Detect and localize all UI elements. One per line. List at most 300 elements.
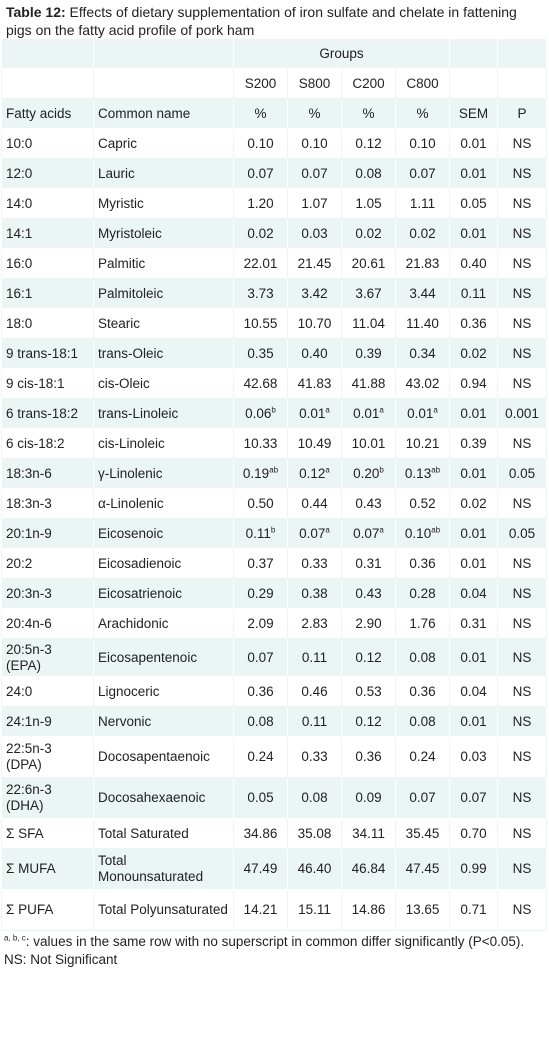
p-value-cell: NS	[498, 609, 547, 639]
value-text: 3.42	[301, 285, 328, 301]
value-text: 0.44	[301, 495, 328, 511]
value-text: 0.02	[247, 225, 274, 241]
value-cell	[234, 399, 288, 429]
value-text: 0.36	[409, 683, 436, 699]
sem-cell: 0.40	[450, 249, 498, 279]
p-value-cell: NS	[498, 189, 547, 219]
value-cell	[288, 549, 342, 579]
value-text: 34.86	[243, 825, 278, 841]
value-cell	[396, 309, 450, 339]
value-cell	[396, 159, 450, 189]
value-cell	[396, 737, 450, 778]
value-text: 0.10	[301, 135, 328, 151]
table-row	[2, 369, 547, 399]
fatty-acid-cell: 9 trans-18:1	[2, 339, 94, 369]
value-cell	[396, 819, 450, 849]
value-text: 0.34	[409, 345, 436, 361]
p-value-cell: NS	[498, 819, 547, 849]
value-cell	[342, 459, 396, 489]
common-name-cell: α-Linolenic	[94, 489, 234, 519]
value-cell	[396, 189, 450, 219]
fatty-acid-cell: 6 cis-18:2	[2, 429, 94, 459]
common-name-cell: Eicosadienoic	[94, 549, 234, 579]
value-text: 0.40	[301, 345, 328, 361]
header-row-group-names	[2, 69, 547, 99]
sem-cell: 0.05	[450, 189, 498, 219]
value-cell	[342, 677, 396, 707]
value-text: 0.07	[409, 165, 436, 181]
table-row	[2, 579, 547, 609]
value-text: 0.10	[404, 525, 432, 541]
value-cell	[342, 609, 396, 639]
value-text: 0.36	[247, 683, 274, 699]
fatty-acid-cell: Σ MUFA	[2, 849, 94, 890]
value-cell	[288, 890, 342, 931]
fatty-acid-cell: 22:6n-3 (DHA)	[2, 778, 94, 819]
p-value-cell: NS	[498, 778, 547, 819]
superscript-letters: a, b, c	[4, 933, 26, 943]
value-cell	[234, 219, 288, 249]
value-text: 41.83	[297, 375, 332, 391]
value-text: 0.11	[301, 713, 328, 729]
p-value-cell: NS	[498, 429, 547, 459]
unit-s200: %	[234, 99, 288, 129]
common-name-cell: Lauric	[94, 159, 234, 189]
p-value-cell: NS	[498, 579, 547, 609]
value-text: 20.61	[351, 255, 386, 271]
value-text: 0.06	[245, 405, 272, 421]
table-row	[2, 639, 547, 677]
value-text: 3.67	[355, 285, 382, 301]
table-caption	[0, 0, 549, 38]
value-cell	[342, 639, 396, 677]
table-row	[2, 219, 547, 249]
value-cell	[396, 219, 450, 249]
sem-cell: 0.36	[450, 309, 498, 339]
value-text: 46.84	[351, 861, 386, 876]
value-text: 10.33	[243, 435, 278, 451]
value-text: 0.24	[247, 749, 274, 764]
p-value-cell: NS	[498, 890, 547, 931]
p-value-cell: NS	[498, 707, 547, 737]
value-cell	[234, 279, 288, 309]
significance-superscript: ab	[269, 465, 279, 474]
value-text: 14.21	[243, 902, 278, 917]
value-text: 21.83	[405, 255, 440, 271]
fatty-acid-cell: 18:3n-3	[2, 489, 94, 519]
sem-cell: 0.94	[450, 369, 498, 399]
fatty-acid-cell: 24:1n-9	[2, 707, 94, 737]
caption-label: Table 12:	[6, 4, 66, 20]
header-row-groups	[2, 39, 547, 69]
fatty-acid-cell: 20:2	[2, 549, 94, 579]
value-cell	[342, 849, 396, 890]
value-cell	[342, 249, 396, 279]
common-name-cell: Eicosenoic	[94, 519, 234, 549]
value-cell	[396, 890, 450, 931]
value-cell	[342, 890, 396, 931]
table-row	[2, 429, 547, 459]
value-cell	[288, 309, 342, 339]
value-cell	[288, 399, 342, 429]
value-cell	[234, 639, 288, 677]
unit-s800: %	[288, 99, 342, 129]
value-cell	[288, 459, 342, 489]
sem-cell: 0.71	[450, 890, 498, 931]
sem-cell: 0.01	[450, 519, 498, 549]
fatty-acid-cell: 20:5n-3 (EPA)	[2, 639, 94, 677]
fatty-acid-cell: 20:3n-3	[2, 579, 94, 609]
significance-superscript: ab	[431, 525, 441, 534]
value-text: 1.07	[301, 195, 328, 211]
sem-cell: 0.01	[450, 129, 498, 159]
value-text: 21.45	[297, 255, 332, 271]
fatty-acid-cell: 16:1	[2, 279, 94, 309]
value-text: 0.12	[299, 465, 326, 481]
value-cell	[396, 849, 450, 890]
value-cell	[234, 189, 288, 219]
value-text: 0.39	[355, 345, 382, 361]
col-header-fatty-acids: Fatty acids	[2, 99, 94, 129]
value-text: 42.68	[243, 375, 278, 391]
groups-header: Groups	[234, 39, 450, 69]
value-text: 0.33	[301, 749, 328, 764]
p-value-cell: NS	[498, 279, 547, 309]
value-text: 0.07	[353, 525, 380, 541]
value-cell	[288, 609, 342, 639]
table-row	[2, 249, 547, 279]
value-cell	[234, 819, 288, 849]
value-text: 35.08	[297, 825, 332, 841]
col-header-common-name: Common name	[94, 99, 234, 129]
value-cell	[396, 707, 450, 737]
value-cell	[342, 579, 396, 609]
value-cell	[288, 707, 342, 737]
unit-c200: %	[342, 99, 396, 129]
value-text: 0.19	[242, 465, 270, 481]
value-cell	[288, 429, 342, 459]
fatty-acid-cell: 20:1n-9	[2, 519, 94, 549]
value-text: 0.50	[247, 495, 274, 511]
fatty-acid-cell: 10:0	[2, 129, 94, 159]
common-name-cell: Palmitic	[94, 249, 234, 279]
value-cell	[396, 549, 450, 579]
value-text: 0.10	[409, 135, 436, 151]
sem-cell: 0.02	[450, 489, 498, 519]
p-value-cell: NS	[498, 849, 547, 890]
p-value-cell: NS	[498, 249, 547, 279]
value-cell	[288, 129, 342, 159]
value-text: 0.07	[247, 165, 274, 181]
common-name-cell: γ-Linolenic	[94, 459, 234, 489]
value-cell	[396, 778, 450, 819]
common-name-cell: Nervonic	[94, 707, 234, 737]
value-cell	[234, 778, 288, 819]
p-value-cell: 0.001	[498, 399, 547, 429]
common-name-cell: cis-Linoleic	[94, 429, 234, 459]
value-cell	[234, 890, 288, 931]
sem-cell: 0.70	[450, 819, 498, 849]
value-text: 11.04	[352, 315, 385, 331]
value-text: 0.07	[299, 525, 326, 541]
value-text: 0.35	[247, 345, 274, 361]
common-name-cell: Stearic	[94, 309, 234, 339]
value-cell	[234, 339, 288, 369]
caption-text: Effects of dietary supplementation of iron sulfate and chelate in fattening pigs on the fatty acid profile of pork ham	[6, 4, 517, 38]
value-text: 0.12	[355, 713, 382, 729]
value-text: 0.02	[409, 225, 436, 241]
fatty-acid-cell: 20:4n-6	[2, 609, 94, 639]
value-cell	[234, 519, 288, 549]
value-cell	[234, 579, 288, 609]
significance-superscript: a	[325, 405, 330, 414]
value-text: 0.12	[355, 135, 382, 151]
value-cell	[342, 219, 396, 249]
fatty-acid-cell: Σ SFA	[2, 819, 94, 849]
value-cell	[288, 219, 342, 249]
common-name-cell: Docosahexaenoic	[94, 778, 234, 819]
value-cell	[234, 849, 288, 890]
table-row	[2, 339, 547, 369]
p-value-cell: NS	[498, 737, 547, 778]
table-row	[2, 129, 547, 159]
value-cell	[396, 459, 450, 489]
table-row	[2, 609, 547, 639]
value-text: 10.49	[297, 435, 332, 451]
header-row-columns	[2, 99, 547, 129]
unit-c800: %	[396, 99, 450, 129]
value-text: 0.37	[247, 555, 274, 571]
value-text: 0.08	[409, 713, 436, 729]
group-name-s800: S800	[288, 69, 342, 99]
p-value-cell: NS	[498, 129, 547, 159]
table-row	[2, 677, 547, 707]
value-cell	[342, 489, 396, 519]
value-cell	[288, 369, 342, 399]
common-name-cell: Total Saturated	[94, 819, 234, 849]
value-cell	[234, 549, 288, 579]
value-cell	[396, 677, 450, 707]
fatty-acid-cell: 18:0	[2, 309, 94, 339]
fatty-acid-cell: 18:3n-6	[2, 459, 94, 489]
table-row	[2, 778, 547, 819]
value-text: 0.13	[404, 465, 432, 481]
sem-cell: 0.01	[450, 459, 498, 489]
value-cell	[234, 677, 288, 707]
table-row	[2, 890, 547, 931]
fatty-acid-cell: 14:1	[2, 219, 94, 249]
common-name-cell: Total Monounsaturated	[94, 849, 234, 890]
value-text: 10.21	[405, 435, 440, 451]
value-cell	[342, 159, 396, 189]
value-text: 0.11	[301, 649, 328, 665]
value-text: 0.03	[301, 225, 328, 241]
sem-cell: 0.39	[450, 429, 498, 459]
value-cell	[342, 189, 396, 219]
p-value-cell: NS	[498, 639, 547, 677]
value-cell	[342, 519, 396, 549]
value-cell	[288, 819, 342, 849]
sem-cell: 0.02	[450, 339, 498, 369]
value-cell	[234, 609, 288, 639]
col-header-p: P	[498, 99, 547, 129]
value-text: 0.38	[301, 585, 328, 601]
value-text: 11.40	[406, 315, 439, 331]
value-cell	[342, 399, 396, 429]
p-value-cell: 0.05	[498, 459, 547, 489]
value-text: 1.20	[247, 195, 274, 211]
value-cell	[234, 309, 288, 339]
common-name-cell: Arachidonic	[94, 609, 234, 639]
value-text: 0.29	[247, 585, 274, 601]
value-text: 43.02	[405, 375, 440, 391]
value-text: 10.01	[351, 435, 386, 451]
value-text: 0.20	[353, 465, 380, 481]
group-name-c200: C200	[342, 69, 396, 99]
value-cell	[288, 579, 342, 609]
value-cell	[234, 129, 288, 159]
value-text: 0.01	[353, 405, 380, 421]
sem-cell: 0.01	[450, 549, 498, 579]
value-text: 10.70	[297, 315, 332, 331]
value-cell	[396, 639, 450, 677]
value-text: 0.08	[301, 790, 328, 805]
value-text: 2.90	[355, 615, 382, 631]
value-text: 0.12	[355, 649, 382, 665]
table-row	[2, 309, 547, 339]
value-text: 0.09	[355, 790, 382, 805]
value-cell	[396, 519, 450, 549]
value-text: 0.31	[355, 555, 382, 571]
fatty-acid-cell: 6 trans-18:2	[2, 399, 94, 429]
value-cell	[288, 519, 342, 549]
value-text: 0.08	[355, 165, 382, 181]
value-cell	[234, 429, 288, 459]
sem-cell: 0.03	[450, 737, 498, 778]
p-value-cell: NS	[498, 159, 547, 189]
value-cell	[396, 579, 450, 609]
value-cell	[288, 339, 342, 369]
sem-cell: 0.99	[450, 849, 498, 890]
group-name-c800: C800	[396, 69, 450, 99]
value-text: 1.11	[409, 195, 436, 211]
table-row	[2, 519, 547, 549]
value-text: 0.52	[409, 495, 436, 511]
value-text: 0.53	[355, 683, 382, 699]
value-cell	[234, 489, 288, 519]
value-text: 2.09	[247, 615, 274, 631]
sem-cell: 0.07	[450, 778, 498, 819]
group-name-s200: S200	[234, 69, 288, 99]
value-cell	[396, 609, 450, 639]
significance-superscript: b	[379, 465, 384, 474]
table-row	[2, 159, 547, 189]
value-cell	[234, 369, 288, 399]
value-cell	[396, 489, 450, 519]
value-text: 0.07	[247, 649, 274, 665]
p-value-cell: NS	[498, 549, 547, 579]
value-text: 0.07	[409, 790, 436, 805]
value-cell	[396, 339, 450, 369]
significance-superscript: a	[379, 525, 384, 534]
value-cell	[396, 279, 450, 309]
value-cell	[396, 129, 450, 159]
value-text: 46.40	[297, 861, 332, 876]
value-cell	[288, 737, 342, 778]
common-name-cell: Capric	[94, 129, 234, 159]
value-cell	[288, 249, 342, 279]
value-text: 0.46	[301, 683, 328, 699]
ns-footnote: NS: Not Significant	[4, 952, 118, 967]
sem-cell: 0.01	[450, 219, 498, 249]
table-row	[2, 549, 547, 579]
table-row	[2, 707, 547, 737]
value-text: 0.36	[409, 555, 436, 571]
common-name-cell: Eicosapentenoic	[94, 639, 234, 677]
value-text: 0.02	[355, 225, 382, 241]
p-value-cell: NS	[498, 339, 547, 369]
p-value-cell: NS	[498, 309, 547, 339]
value-cell	[396, 429, 450, 459]
sem-cell: 0.01	[450, 399, 498, 429]
value-text: 0.43	[355, 585, 382, 601]
p-value-cell: NS	[498, 369, 547, 399]
value-text: 3.44	[409, 285, 436, 301]
value-text: 0.10	[247, 135, 274, 151]
value-text: 47.45	[405, 861, 440, 876]
value-cell	[234, 159, 288, 189]
value-cell	[342, 339, 396, 369]
common-name-cell: trans-Oleic	[94, 339, 234, 369]
fatty-acid-cell: 22:5n-3 (DPA)	[2, 737, 94, 778]
value-cell	[342, 129, 396, 159]
common-name-cell: Docosapentaenoic	[94, 737, 234, 778]
value-cell	[288, 849, 342, 890]
p-value-cell: NS	[498, 677, 547, 707]
table-row	[2, 489, 547, 519]
value-cell	[342, 279, 396, 309]
fatty-acid-cell: 24:0	[2, 677, 94, 707]
value-cell	[396, 399, 450, 429]
fatty-acid-cell: 14:0	[2, 189, 94, 219]
common-name-cell: cis-Oleic	[94, 369, 234, 399]
common-name-cell: Lignoceric	[94, 677, 234, 707]
value-cell	[288, 639, 342, 677]
value-cell	[342, 778, 396, 819]
fatty-acid-cell: Σ PUFA	[2, 890, 94, 931]
value-text: 1.76	[409, 615, 436, 631]
table-row	[2, 399, 547, 429]
significance-superscript: a	[433, 405, 438, 414]
value-cell	[288, 189, 342, 219]
value-cell	[288, 279, 342, 309]
value-cell	[234, 707, 288, 737]
value-cell	[342, 707, 396, 737]
value-text: 0.24	[409, 749, 436, 764]
value-cell	[342, 737, 396, 778]
p-value-cell: NS	[498, 489, 547, 519]
significance-superscript: b	[270, 525, 276, 534]
fatty-acid-cell: 9 cis-18:1	[2, 369, 94, 399]
value-text: 0.28	[409, 585, 436, 601]
fatty-acid-cell: 12:0	[2, 159, 94, 189]
sem-cell: 0.01	[450, 159, 498, 189]
sem-cell: 0.01	[450, 707, 498, 737]
sem-cell: 0.04	[450, 579, 498, 609]
significance-superscript: a	[379, 405, 384, 414]
value-text: 35.45	[405, 825, 440, 841]
value-text: 0.43	[355, 495, 382, 511]
